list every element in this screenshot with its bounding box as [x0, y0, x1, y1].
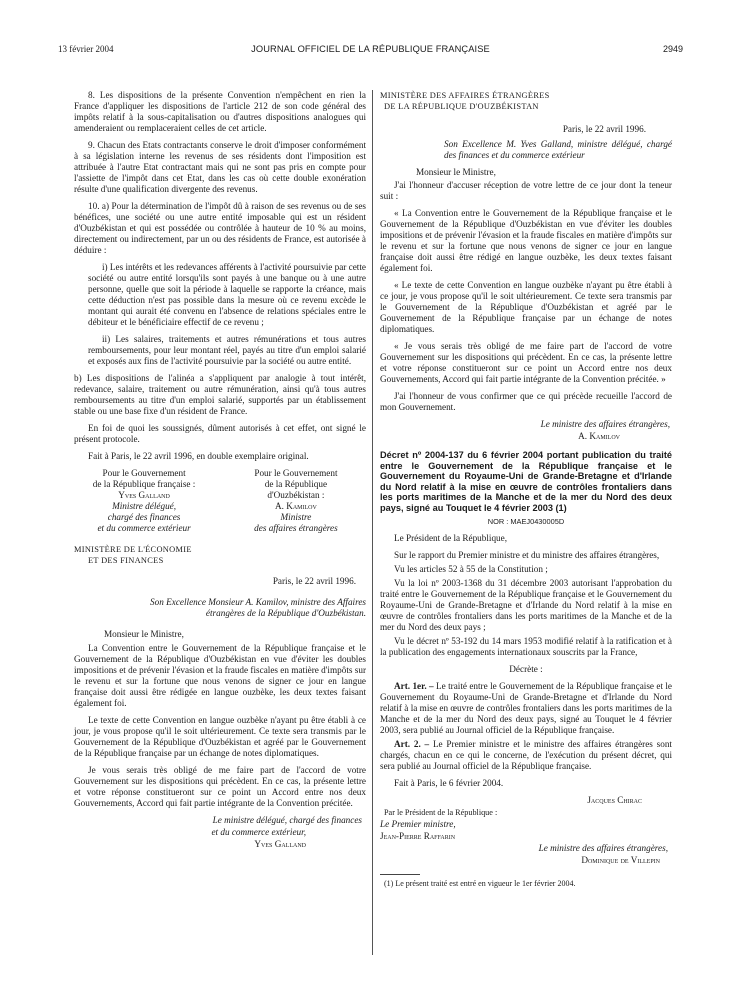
letter-signature-title: Le ministre délégué, chargé des finances: [212, 815, 362, 825]
reply-date: Paris, le 22 avril 1996.: [562, 124, 646, 134]
article-2-label: Art. 2. –: [394, 739, 430, 749]
reply-signatory: A. Kamilov: [578, 431, 620, 441]
paragraph-10-i: i) Les intérêts et les redevances afférents à l'activité poursuivie par cette société ou autre entité lorsqu'ils sont payés à une banque ou à une autre personne, quelle que soit la période à laquelle se rapporte la créance, mais cette déduction n'est pas possible dans la mesure où ce revenu excède le montant qui aurait été convenu en l'absence de relations spéciales entre le débiteur et le bénéficiaire effectif de ce revenu ;: [88, 262, 366, 327]
decree-preamble-1: Le Président de la République,: [394, 533, 508, 543]
left-column: [74, 90, 366, 851]
column-divider: [372, 90, 373, 955]
paragraph-10a: 10. a) Pour la détermination de l'impôt dû à raison de ses revenus ou de ses bénéfices, une société ou une autre entité imposable qui est un résident d'Ouzbékistan et qui est possédée ou contrôlée à hauteur de 10 % au moins, directement ou indirectement, par un ou des résidents de France, est autorisée à déduire :: [74, 201, 366, 255]
footnote: (1) Le présent traité est entré en vigueur le 1er février 2004.: [384, 879, 576, 888]
sig-line: de la République: [264, 479, 328, 489]
article-2: [380, 739, 672, 772]
letter-paragraph-1: La Convention entre le Gouvernement de la République française et le Gouvernement de la République d'Ouzbékistan en vue d'éviter les doubles impositions et de prévenir l'évasion et la fraude fiscales en matière d'impôts sur le revenu et sur la fortune que nous venons de signer ce jour en langue française doit aussi être rédigée en langue ouzbèke, les deux textes faisant également foi.: [74, 643, 366, 708]
letter-date: Paris, le 22 avril 1996.: [272, 576, 356, 586]
signatory-name: Yves Galland: [118, 490, 170, 500]
paragraph-8: 8. Les dispositions de la présente Convention n'empêchent en rien la France d'appliquer les dispositions de l'article 212 de son code général des impôts relatif à la sous-capitalisation ou d'autres dispositions analogues qui amenderaient ou remplaceraient celles de cet article.: [74, 90, 366, 133]
signatory-villepin: Dominique de Villepin: [581, 855, 660, 865]
article-2-text: Le Premier ministre et le ministre des affaires étrangères sont chargés, chacun en ce qui le concerne, de l'exécution du présent décret, qui sera publié au Journal officiel de la République française.: [380, 739, 672, 771]
decree-preamble-2: Sur le rapport du Premier ministre et du ministre des affaires étrangères,: [394, 550, 660, 560]
reply-paragraph-1: J'ai l'honneur d'accuser réception de votre lettre de ce jour dont la teneur suit :: [380, 180, 672, 201]
right-column: [380, 90, 672, 895]
sig-line: Pour le Gouvernement: [102, 468, 186, 478]
letter-paragraph-2: Le texte de cette Convention en langue ouzbèke n'ayant pu être établi à ce jour, je vous propose qu'il le soit ultérieurement. Ce texte sera transmis par le Gouvernement de la République d'Ouzbékistan et agréé par le Gouvernement de la République française par un échange de notes diplomatiques.: [74, 715, 366, 758]
in-witness-paragraph: En foi de quoi les soussignés, dûment autorisés à cet effet, ont signé le présent protocole.: [74, 423, 366, 444]
sig-line: d'Ouzbékistan :: [267, 490, 325, 500]
signatory-chirac: Jacques Chirac: [587, 795, 642, 805]
by-the-president: Par le Président de la République :: [384, 808, 498, 817]
page-number: 2949: [662, 44, 683, 54]
decree-preamble-5: Vu le décret nº 53-192 du 14 mars 1953 modifié relatif à la ratification et à la publication des engagements internationaux souscrits par la France,: [380, 636, 672, 657]
decree-decrete: Décrète :: [509, 664, 543, 674]
header-date: 13 février 2004: [58, 44, 114, 54]
ministry-line: ET DES FINANCES: [88, 556, 164, 565]
sig-title: Ministre délégué,: [112, 501, 177, 511]
journal-title: JOURNAL OFFICIEL DE LA RÉPUBLIQUE FRANÇAISE: [251, 44, 490, 54]
protocol-signatures: [74, 468, 366, 534]
sig-title: chargé des finances: [107, 512, 181, 522]
article-1: [380, 681, 672, 736]
reply-signature-title: Le ministre des affaires étrangères,: [540, 419, 670, 429]
paragraph-10-ii: ii) Les salaires, traitements et autres rémunérations et tous autres remboursements, pour leur montant réel, payés au titre d'un emploi salarié et exposés aux fins de l'activité poursuivie par la société ou autre entité.: [88, 334, 366, 366]
decree-done-at: Fait à Paris, le 6 février 2004.: [394, 778, 504, 788]
letter-recipient: Son Excellence Monsieur A. Kamilov, ministre des Affaires étrangères de la République d'Ouzbékistan.: [150, 597, 366, 618]
decree-title: Décret nº 2004-137 du 6 février 2004 portant publication du traité entre le Gouvernement de la République française et le Gouvernement du Royaume-Uni de Grande-Bretagne et d'Irlande du Nord relatif à la mise en œuvre de contrôles frontaliers dans les ports maritimes de la Manche et de la mer du Nord des deux pays, signé au Touquet le 4 février 2003 (1): [380, 450, 672, 513]
ministry-heading: [74, 544, 366, 566]
signatory-name: A. Kamilov: [274, 501, 317, 511]
ministry-line: DE LA RÉPUBLIQUE D'OUZBÉKISTAN: [384, 102, 539, 111]
signature-uzbekistan: [226, 468, 366, 534]
article-1-label: Art. 1er. –: [394, 681, 434, 691]
done-at-paragraph: Fait à Paris, le 22 avril 1996, en double exemplaire original.: [88, 451, 309, 461]
salutation: Monsieur le Ministre,: [104, 629, 184, 639]
ministry-line: MINISTÈRE DES AFFAIRES ÉTRANGÈRES: [380, 91, 550, 100]
letter-signatory: Yves Galland: [254, 839, 306, 849]
reply-salutation: Monsieur le Ministre,: [416, 167, 496, 177]
letter-paragraph-3: Je vous serais très obligé de me faire part de l'accord de votre Gouvernement sur les dispositions qui précèdent. En ce cas, la présente lettre et votre réponse constitueront sur ce point un Accord entre nos deux Gouvernements, Accord qui fait partie intégrante de la Convention précitée.: [74, 765, 366, 808]
sig-title: Ministre: [280, 512, 312, 522]
prime-minister-title: Le Premier ministre,: [380, 819, 456, 829]
page-header: [58, 44, 683, 58]
paragraph-9: 9. Chacun des Etats contractants conserve le droit d'imposer conformément à sa législation interne les revenus de ses résidents dont l'imposition est attribuée à l'autre Etat contractant mais qui ne sont pas pris en compte pour l'assiette de l'impôt dans cet Etat, dans les cas où cette double exonération résulte d'une qualification divergente des revenus.: [74, 140, 366, 194]
reply-paragraph-2: « La Convention entre le Gouvernement de la République française et le Gouvernement de la République d'Ouzbékistan en vue d'éviter les doubles impositions et de prévenir l'évasion et la fraude fiscales en matière d'impôts sur le revenu et sur la fortune que nous venons de signer ce jour en langue française doit aussi être rédigé en langue ouzbèke, les deux textes faisant également foi.: [380, 208, 672, 273]
paragraph-10b: b) Les dispositions de l'alinéa a s'appliquent par analogie à tout intérêt, redevance, salaire, traitement ou autre rémunération, ainsi qu'à tous autres remboursements au titre d'un emploi salarié, supportés par un établissement stable ou une base fixe d'un résident de France.: [74, 373, 366, 416]
ministry-heading-uz: [380, 90, 672, 112]
signature-france: [74, 468, 214, 534]
nor-reference: NOR : MAEJ0430005D: [487, 517, 565, 526]
sig-line: de la République française :: [92, 479, 196, 489]
reply-paragraph-3: « Le texte de cette Convention en langue ouzbèke n'ayant pu être établi à ce jour, je vous propose qu'il le soit ultérieurement. Ce texte sera transmis par le Gouvernement de la République d'Ouzbékistan et agréé par le Gouvernement de la République française par un échange de notes diplomatiques.: [380, 280, 672, 334]
sig-title: et du commerce extérieur: [97, 523, 191, 533]
footnote-rule: [380, 874, 420, 875]
foreign-minister-title: Le ministre des affaires étrangères,: [538, 843, 668, 853]
decree-preamble-4: Vu la loi nº 2003-1368 du 31 décembre 2003 autorisant l'approbation du traité entre le Gouvernement de la République française et le Gouvernement du Royaume-Uni de Grande-Bretagne et d'Irlande du Nord relatif à la mise en œuvre de contrôles frontaliers dans les ports maritimes de la Manche et de la mer du Nord des deux pays ;: [380, 578, 672, 632]
sig-title: des affaires étrangères: [254, 523, 338, 533]
reply-paragraph-4: « Je vous serais très obligé de me faire part de l'accord de votre Gouvernement sur les dispositions qui précèdent. En ce cas, la présente lettre et votre réponse constitueront sur ce point un Accord entre nos deux Gouvernements, Accord qui fait partie intégrante de la Convention précitée. »: [380, 341, 672, 384]
letter-signature-title-2: et du commerce extérieur,: [211, 827, 306, 837]
signatory-raffarin: Jean-Pierre Raffarin: [380, 831, 456, 841]
reply-recipient: Son Excellence M. Yves Galland, ministre délégué, chargé des finances et du commerce extérieur: [444, 139, 672, 160]
sig-line: Pour le Gouvernement: [254, 468, 338, 478]
article-1-text: Le traité entre le Gouvernement de la République française et le Gouvernement du Royaume-Uni de Grande-Bretagne et d'Irlande du Nord relatif à la mise en œuvre de contrôles frontaliers dans les ports maritimes de la Manche et de la mer du Nord des deux pays, signé au Touquet le 4 février 2003, sera publié au Journal officiel de la République française.: [380, 681, 673, 735]
decree-preamble-3: Vu les articles 52 à 55 de la Constitution ;: [394, 564, 548, 574]
ministry-line: MINISTÈRE DE L'ÉCONOMIE: [74, 545, 192, 554]
reply-paragraph-5: J'ai l'honneur de vous confirmer que ce qui précède recueille l'accord de mon Gouvernement.: [380, 391, 672, 412]
